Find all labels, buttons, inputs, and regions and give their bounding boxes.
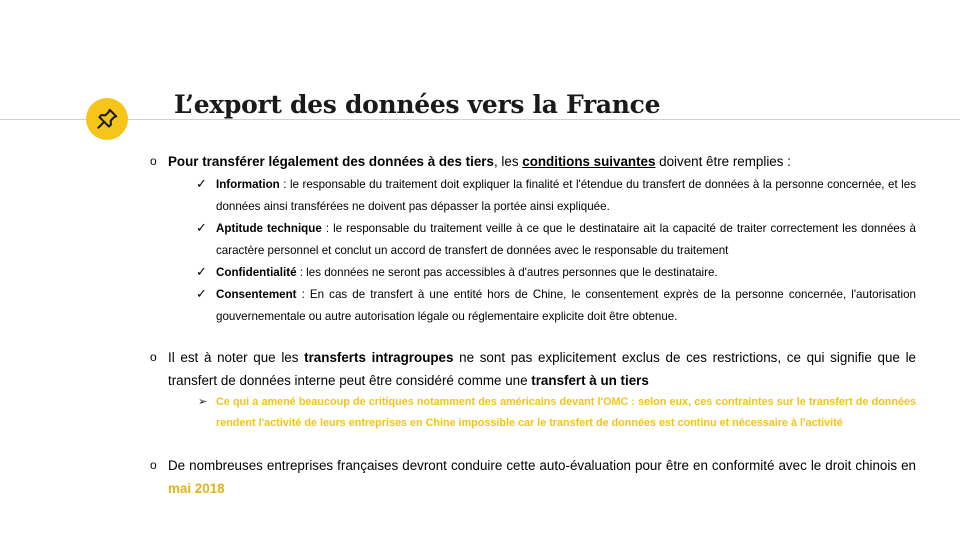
lead-tail: doivent être remplies :	[655, 154, 791, 169]
condition-name: Consentement	[216, 288, 297, 301]
header-rule	[0, 119, 960, 120]
checkmark-icon: ✓	[196, 220, 207, 235]
note-bold: beaucoup de critiques notamment des américains devant l'OMC	[298, 396, 629, 408]
condition-name: Confidentialité	[216, 266, 297, 279]
point-transfer-conditions	[150, 150, 916, 173]
checkmark-icon: ✓	[196, 176, 207, 191]
circle-bullet-icon: o	[150, 154, 157, 168]
lead-underlined: conditions suivantes	[522, 154, 656, 169]
condition-item	[196, 174, 916, 218]
circle-bullet-icon: o	[150, 458, 157, 472]
point-text: Il est à noter que les	[168, 350, 305, 365]
point-text: De nombreuses entreprises françaises devront conduire cette auto-évaluation pour être en conformité avec le droit chinois en	[168, 458, 916, 473]
checkmark-icon: ✓	[196, 286, 207, 301]
point-self-assessment	[150, 454, 916, 500]
lead-plain: , les	[493, 154, 523, 169]
condition-text: : les données ne seront pas accessibles à d'autres personnes que le destinataire.	[296, 266, 718, 279]
checkmark-icon: ✓	[196, 264, 207, 279]
point-text: ne sont pas explicitement exclus de ces restrictions, ce qui signifie que le transfert de données interne peut être considéré comme une	[168, 350, 916, 388]
pushpin-icon	[94, 106, 120, 132]
circle-bullet-icon: o	[150, 350, 157, 364]
condition-text: : le responsable du traitement veille à ce que le destinataire ait la capacité de traiter correctement les données à caractère personnel et conclut un accord de transfert de données avec le responsable du traitement	[216, 222, 916, 257]
date-highlight: mai 2018	[168, 481, 225, 496]
condition-text: : En cas de transfert à une entité hors de Chine, le consentement exprès de la personne concernée, l'autorisation gouvernementale ou autre autorisation légale ou réglementaire explicite doit être obtenue.	[216, 288, 916, 323]
condition-item	[196, 262, 916, 284]
page-title: L’export des données vers la France	[174, 90, 661, 119]
condition-name: Information	[216, 178, 280, 191]
conditions-list	[150, 174, 916, 328]
note-text: : selon eux, ces contraintes sur le transfert de données rendent l'activité de leurs entreprises en Chine impossible car le transfert de données est continu et nécessaire à l'activité	[216, 396, 916, 429]
arrow-bullet-icon: ➢	[198, 396, 208, 408]
condition-item	[196, 284, 916, 328]
point-intragroup-transfers	[150, 346, 916, 392]
note-text: Ce qui a amené	[216, 396, 299, 408]
condition-text: : le responsable du traitement doit expliquer la finalité et l'étendue du transfert de données à la personne concernée, et les données ainsi transférées ne doivent pas dépasser la portée ainsi expliquée.	[216, 178, 916, 213]
point-bold: transfert à un tiers	[531, 373, 649, 388]
highlighted-note	[198, 392, 916, 434]
condition-name: Aptitude technique	[216, 222, 322, 235]
pushpin-badge	[86, 98, 128, 140]
condition-item	[196, 218, 916, 262]
slide-content	[150, 150, 916, 500]
point-bold: transferts intragroupes	[304, 350, 454, 365]
lead-bold: Pour transférer légalement des données à des tiers	[168, 154, 494, 169]
